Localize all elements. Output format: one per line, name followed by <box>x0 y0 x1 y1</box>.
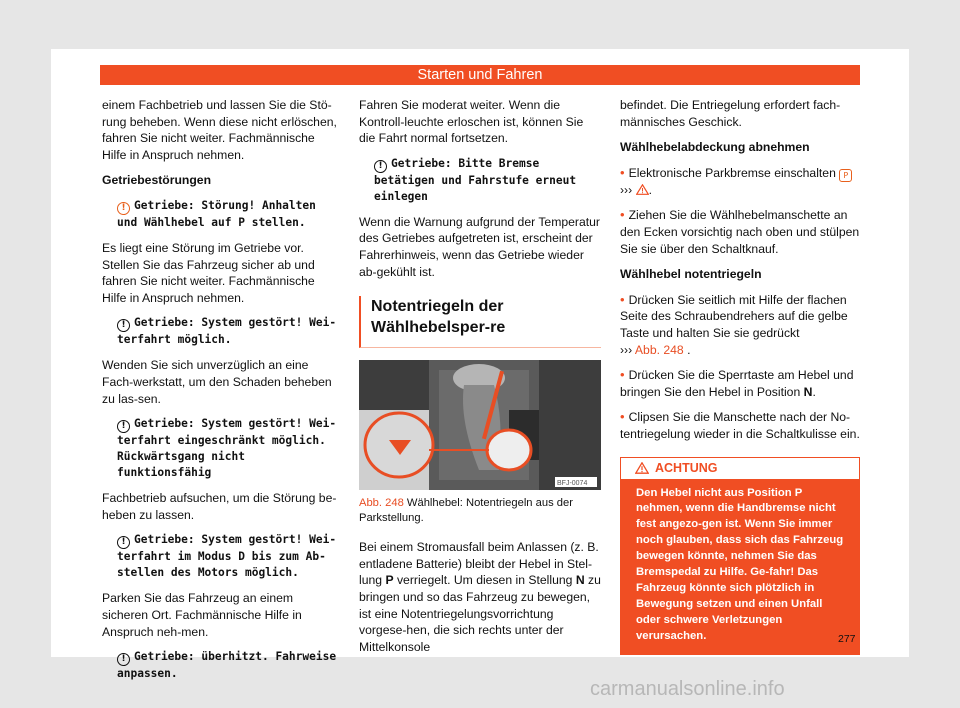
warning-triangle-icon <box>635 462 649 474</box>
list-item: • Elektronische Parkbremse einschalten P ››› . <box>620 165 860 199</box>
paragraph: einem Fachbetrieb und lassen Sie die Stö-rung beheben. Wenn diese nicht erlöschen, fahren Sie nicht weiter. Fachmännische Hilfe in Anspruch nehmen. <box>102 98 337 162</box>
bullet-icon: • <box>620 164 625 180</box>
page-number: 277 <box>838 633 856 645</box>
text-run: N <box>575 573 585 588</box>
paragraph: befindet. Die Entriegelung erfordert fach-männisches Geschick. <box>620 98 841 129</box>
figure-link[interactable]: Abb. 248 <box>634 342 684 357</box>
message-text: Getriebe: überhitzt. Fahrweise anpassen. <box>117 650 337 681</box>
reference-arrow: ››› <box>620 182 633 197</box>
paragraph: Fahren Sie moderat weiter. Wenn die Kontroll-leuchte erloschen ist, können Sie die Fahrt normal fortsetzen. <box>359 98 584 146</box>
warning-text: Den Hebel nicht aus Position P nehmen, wenn die Handbremse nicht fest angezo-gen ist. Wenn Sie immer noch glauben, dass sich das Fahrzeug bewegen könnte, nehmen Sie das Bremspedal zu Hilfe. Ge-fahr! Das Fahrzeug könnte sich plötzlich in Bewegung setzen und einen Unfall oder schwere Verletzungen verursachen. <box>636 486 844 642</box>
info-message <box>359 156 601 205</box>
info-message <box>102 649 342 682</box>
list-item: • Drücken Sie die Sperrtaste am Hebel und bringen Sie den Hebel in Position N. <box>620 367 854 399</box>
warning-triangle-icon <box>636 184 649 195</box>
info-icon: ! <box>374 160 387 173</box>
warning-title: ACHTUNG <box>655 460 718 475</box>
text-run: zu bringen und so das Fahrzeug zu bewegen, ist eine Notentriegelungsvorrichtung vorgese-hen, die sich rechts unter der Mittelkonsole <box>359 573 601 654</box>
info-icon: ! <box>117 536 130 549</box>
info-message <box>102 416 342 481</box>
section-heading: Getriebestörungen <box>102 173 212 188</box>
text-run: Drücken Sie seitlich mit Hilfe der flachen Seite des Schraubendrehers auf die gelbe Taste und halten Sie sie gedrückt <box>620 292 848 340</box>
message-text: Getriebe: System gestört! Wei-terfahrt möglich. <box>117 316 337 347</box>
text-run: Ziehen Sie die Wählhebelmanschette an den Ecken vorsichtig nach oben und stülpen Sie sie über den Schaltknauf. <box>620 208 860 256</box>
info-icon: ! <box>117 319 130 332</box>
paragraph <box>359 539 601 655</box>
message-text: Getriebe: Bitte Bremse betätigen und Fahrstufe erneut einlegen <box>374 156 577 203</box>
bullet-icon: • <box>620 409 625 425</box>
text-run: N <box>803 384 813 399</box>
caption-label: Abb. 248 <box>359 497 404 510</box>
info-message <box>102 532 342 581</box>
figure-gear-lever <box>359 360 601 490</box>
warning-header <box>620 457 860 479</box>
text-run: Elektronische Parkbremse einschalten <box>628 165 836 180</box>
column-2 <box>359 97 601 664</box>
list-item <box>620 207 860 257</box>
section-heading: Wählhebelabdeckung abnehmen <box>620 140 810 155</box>
info-icon: ! <box>117 653 130 666</box>
info-message <box>102 315 342 348</box>
warning-box <box>620 457 860 655</box>
text-run: Drücken Sie die Sperrtaste am Hebel und bringen Sie den Hebel in Position <box>620 368 854 399</box>
paragraph: Parken Sie das Fahrzeug an einem sicheren Ort. Fachmännische Hilfe in Anspruch neh-men. <box>102 591 302 639</box>
column-1 <box>102 97 342 691</box>
figure-code: BFJ-0074 <box>557 480 588 488</box>
list-item: • Drücken Sie seitlich mit Hilfe der flachen Seite des Schraubendrehers auf die gelbe Taste und halten Sie sie gedrückt ››› Abb. 248 . <box>620 291 848 357</box>
list-item <box>620 409 860 442</box>
paragraph: Wenden Sie sich unverzüglich an eine Fach-werkstatt, um den Schaden beheben zu las-sen. <box>102 358 332 406</box>
message-text: Getriebe: System gestört! Wei-terfahrt im Modus D bis zum Ab-stellen des Motors möglich. <box>117 533 337 580</box>
page-header: Starten und Fahren <box>100 65 860 85</box>
section-title: Notentriegeln der Wählhebelsper-re <box>359 296 601 348</box>
paragraph: Wenn die Warnung aufgrund der Temperatur des Getriebes aufgetreten ist, erscheint der Fahrerhinweis, wenn das Getriebe wieder ab-gekühlt ist. <box>359 214 600 279</box>
warning-message <box>102 198 342 231</box>
message-text: Getriebe: Störung! Anhalten und Wählhebel auf P stellen. <box>117 198 316 229</box>
bullet-icon: • <box>620 291 625 307</box>
paragraph: Es liegt eine Störung im Getriebe vor. Stellen Sie das Fahrzeug sicher ab und fahren Sie nicht weiter. Fachmännische Hilfe in Anspruch nehmen. <box>102 240 315 305</box>
parking-brake-icon: P <box>839 169 852 182</box>
bullet-icon: • <box>620 207 625 223</box>
message-text: Getriebe: System gestört! Wei-terfahrt eingeschränkt möglich. Rückwärtsgang nicht funktionsfähig <box>117 417 337 480</box>
column-3 <box>620 97 860 655</box>
text-run: P <box>385 573 394 588</box>
section-heading: Wählhebel notentriegeln <box>620 267 762 282</box>
text-run: Bei einem Stromausfall beim Anlassen (z. B. entladene Batterie) bleibt der Hebel in Stel-lung <box>359 540 599 588</box>
text-run: verriegelt. Um diesen in Stellung <box>393 573 576 588</box>
text-run: Clipsen Sie die Manschette nach der No-tentriegelung wieder in die Schaltkulisse ein. <box>620 410 860 441</box>
bullet-icon: • <box>620 367 625 383</box>
warning-icon: ! <box>117 202 130 215</box>
reference-arrow: ››› <box>620 342 633 357</box>
gear-lever-illustration <box>359 360 601 490</box>
figure-caption <box>359 496 601 525</box>
paragraph: Fachbetrieb aufsuchen, um die Störung be-heben zu lassen. <box>102 491 337 522</box>
watermark: carmanualsonline.info <box>590 678 785 700</box>
caption-text: Wählhebel: Notentriegeln aus der Parkstellung. <box>359 497 573 524</box>
info-icon: ! <box>117 420 130 433</box>
